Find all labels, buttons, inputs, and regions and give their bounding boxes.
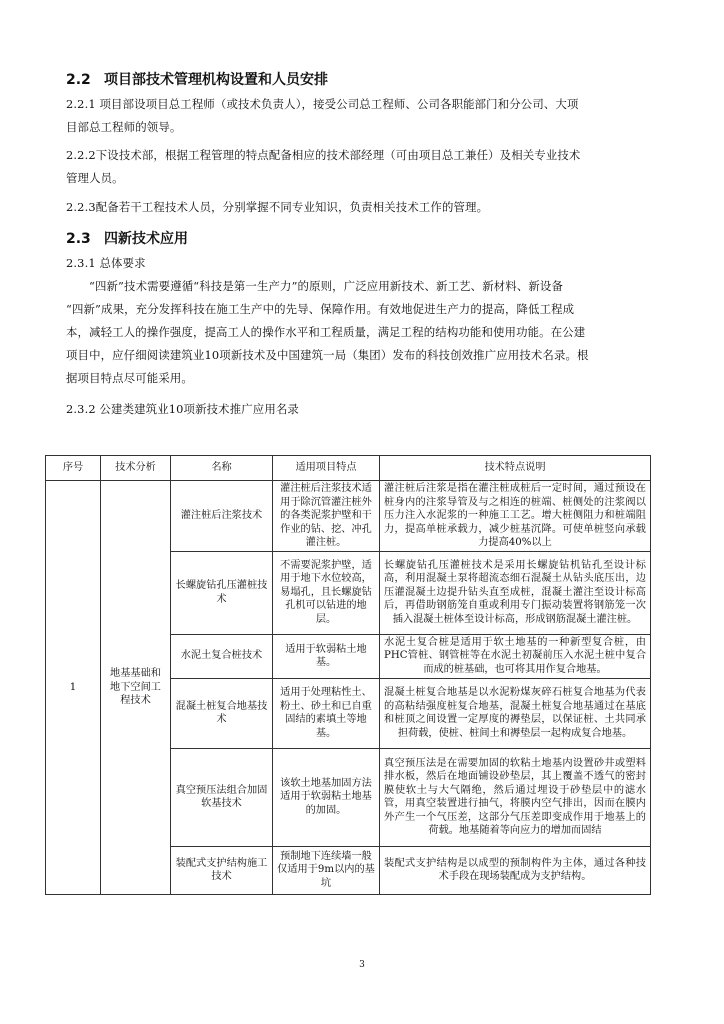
text-line: 2.2.1 项目部设项目总工程师（或技术负责人），接受公司总工程师、公司各职能部门和分公司、大项 bbox=[66, 97, 579, 111]
heading-2-2 bbox=[66, 69, 328, 89]
heading-number: 2.2 bbox=[66, 72, 91, 88]
feature-cell: 预制地下连续墙一般仅适用于9m以内的基坑 bbox=[273, 846, 380, 894]
name-cell: 灌注桩后注浆技术 bbox=[171, 481, 273, 552]
subheading-2-3-1 bbox=[66, 252, 660, 275]
table-header-row bbox=[46, 456, 651, 481]
name-cell: 真空预压法组合加固软基技术 bbox=[171, 748, 273, 846]
text-line: 目部总工程师的领导。 bbox=[66, 120, 182, 134]
paragraph-2-2-3 bbox=[66, 196, 660, 219]
feature-cell: 适用于处理粘性土、粉土、砂土和已自重固结的素填土等地基。 bbox=[273, 678, 380, 748]
paragraph-2-3-1 bbox=[66, 275, 660, 390]
header-cell: 适用项目特点 bbox=[273, 456, 380, 481]
text-line: 2.3.1 总体要求 bbox=[66, 256, 146, 270]
text-line: 本，减轻工人的操作强度，提高工人的操作水平和工程质量，满足工程的结构功能和使用功能。在公建 bbox=[66, 325, 586, 339]
header-cell: 技术分析 bbox=[101, 456, 171, 481]
heading-title: 四新技术应用 bbox=[104, 231, 188, 247]
name-cell: 水泥土复合桩技术 bbox=[171, 634, 273, 678]
paragraph-2-2-1 bbox=[66, 93, 660, 139]
heading-title: 项目部技术管理机构设置和人员安排 bbox=[104, 72, 328, 88]
text-line: 项目中，应仔细阅读建筑业10项新技术及中国建筑一局（集团）发布的科技创效推广应用技术名录。根 bbox=[66, 348, 589, 362]
desc-cell: 灌注桩后注浆是指在灌注桩成桩后一定时间，通过预设在桩身内的注浆导管及与之相连的桩端、桩侧处的注浆阀以压力注入水泥浆的一种施工工艺。增大桩侧阻力和桩端阻力，提高单桩承载力，减少桩基沉降。可使单桩竖向承载力提高40%以上 bbox=[380, 481, 651, 552]
text-line: 2.2.2下设技术部，根据工程管理的特点配备相应的技术部经理（可由项目总工兼任）及相关专业技术 bbox=[66, 148, 581, 162]
desc-cell: 真空预压法是在需要加固的软粘土地基内设置砂井或塑料排水板，然后在地面铺设砂垫层，其上覆盖不透气的密封膜使软土与大气隔绝，然后通过埋设于砂垫层中的滤水管，用真空装置进行抽气，将膜内空气排出，因而在膜内外产生一个气压差，这部分气压差即变成作用于地基上的荷载。地基随着等向应力的增加而固结 bbox=[380, 748, 651, 846]
feature-cell: 灌注桩后注浆技术适用于除沉管灌注桩外的各类泥浆护壁和干作业的钻、挖、冲孔灌注桩。 bbox=[273, 481, 380, 552]
feature-cell: 不需要泥浆护壁，适用于地下水位较高，易塌孔，且长螺旋钻孔机可以钻进的地层。 bbox=[273, 551, 380, 634]
name-cell: 混凝土桩复合地基技术 bbox=[171, 678, 273, 748]
group-name-cell: 地基基础和地下空间工程技术 bbox=[101, 481, 171, 895]
technology-table bbox=[45, 455, 651, 895]
text-line: 2.3.2 公建类建筑业10项新技术推广应用名录 bbox=[66, 402, 299, 416]
heading-2-3 bbox=[66, 228, 188, 248]
table-row bbox=[46, 481, 651, 552]
header-cell: 序号 bbox=[46, 456, 101, 481]
header-cell: 名称 bbox=[171, 456, 273, 481]
paragraph-2-2-2 bbox=[66, 144, 660, 190]
feature-cell: 该软土地基加固方法适用于软弱粘土地基的加固。 bbox=[273, 748, 380, 846]
desc-cell: 混凝土桩复合地基是以水泥粉煤灰碎石桩复合地基为代表的高粘结强度桩复合地基，混凝土桩复合地基通过在基底和桩顶之间设置一定厚度的褥垫层，以保证桩、土共同承担荷载，使桩、桩间土和褥垫层一起构成复合地基。 bbox=[380, 678, 651, 748]
desc-cell: 装配式支护结构是以成型的预制构件为主体，通过各种技术手段在现场装配成为支护结构。 bbox=[380, 846, 651, 894]
subheading-2-3-2 bbox=[66, 398, 660, 421]
group-number-cell: 1 bbox=[46, 481, 101, 895]
text-line: “四新”技术需要遵循“科技是第一生产力”的原则，广泛应用新技术、新工艺、新材料、新设备 bbox=[89, 279, 563, 293]
feature-cell: 适用于软弱粘土地基。 bbox=[273, 634, 380, 678]
header-cell: 技术特点说明 bbox=[380, 456, 651, 481]
text-line: 管理人员。 bbox=[66, 171, 124, 185]
text-line: 据项目特点尽可能采用。 bbox=[66, 371, 193, 385]
desc-cell: 水泥土复合桩是适用于软土地基的一种新型复合桩，由PHC管桩、钢管桩等在水泥土初凝前压入水泥土桩中复合而成的桩基础，也可将其用作复合地基。 bbox=[380, 634, 651, 678]
text-line: “四新”成果，充分发挥科技在施工生产中的先导、保障作用。有效地促进生产力的提高，降低工程成 bbox=[66, 302, 575, 316]
name-cell: 长螺旋钻孔压灌桩技术 bbox=[171, 551, 273, 634]
heading-number: 2.3 bbox=[66, 231, 91, 247]
page-number: 3 bbox=[359, 960, 365, 970]
desc-cell: 长螺旋钻孔压灌桩技术是采用长螺旋钻机钻孔至设计标高，利用混凝土泵将超流态细石混凝土从钻头底压出，边压灌混凝土边提升钻头直至成桩，混凝土灌注至设计标高后，再借助钢筋笼自重或利用专门振动装置将钢筋笼一次插入混凝土桩体至设计标高，形成钢筋混凝土灌注桩。 bbox=[380, 551, 651, 634]
text-line: 2.2.3配备若干工程技术人员，分别掌握不同专业知识，负责相关技术工作的管理。 bbox=[66, 200, 489, 214]
name-cell: 装配式支护结构施工技术 bbox=[171, 846, 273, 894]
